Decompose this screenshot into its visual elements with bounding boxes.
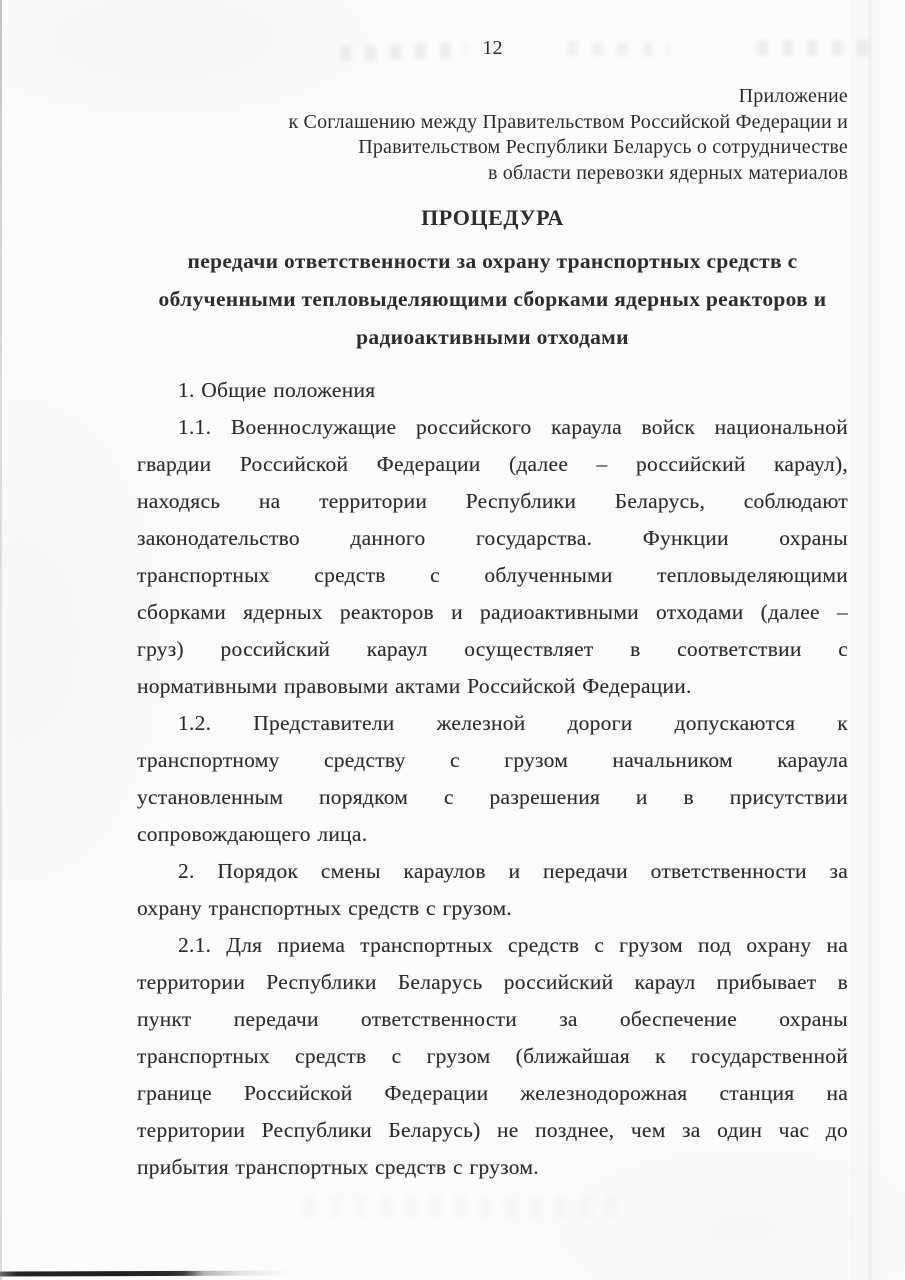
text-line: нормативными правовыми актами Российской Федерации. (137, 674, 692, 698)
text-line: транспортных средств с грузом (ближайшая к государственной (137, 1044, 848, 1068)
document-title: ПРОЦЕДУРА (421, 205, 564, 230)
text-line: установленным порядком с разрешения и в присутствии (137, 785, 848, 809)
annex-line: в области перевозки ядерных материалов (487, 161, 848, 184)
text-line: 1.1. Военнослужащие российского караула войск национальной (178, 415, 848, 439)
annex-reference-block (137, 84, 848, 186)
text-line: пункт передачи ответственности за обеспечение охраны (137, 1007, 848, 1031)
text-line: находясь на территории Республики Беларусь, соблюдают (137, 489, 848, 513)
annex-line: Приложение (738, 85, 848, 107)
page-number: 12 (482, 37, 503, 59)
bleedthrough-mark (562, 41, 670, 57)
text-line: груз) российский караул осуществляет в соответствии с (137, 637, 848, 661)
text-line: транспортному средству с грузом начальником караула (137, 748, 848, 772)
text-line: 2. Порядок смены караулов и передачи ответственности за (178, 859, 848, 883)
text-line: транспортных средств с облученными тепловыделяющими (137, 563, 848, 587)
bleedthrough-mark (300, 1196, 630, 1218)
text-line: охрану транспортных средств с грузом. (137, 896, 512, 920)
text-line: 1.2. Представители железной дороги допускаются к (178, 711, 848, 735)
clause-1-2 (137, 705, 848, 853)
section-2-heading (137, 853, 848, 927)
text-line: территории Республики Беларусь) не позднее, чем за один час до (137, 1118, 848, 1142)
subtitle-line: радиоактивными отходами (356, 325, 629, 349)
text-line: законодательство данного государства. Функции охраны (137, 526, 848, 550)
scan-left-edge-line (0, 0, 2, 1280)
scan-right-shade (850, 0, 880, 1280)
text-line: 1. Общие положения (178, 378, 376, 402)
text-line: территории Республики Беларусь российский караул прибывает в (137, 970, 848, 994)
annex-line: Правительством Республики Беларусь о сотрудничестве (358, 136, 848, 158)
clause-1-1 (137, 409, 848, 705)
scan-right-fold-line (868, 0, 872, 1280)
text-line: сборками ядерных реакторов и радиоактивными отходами (далее – (137, 600, 848, 624)
subtitle-line: облученными тепловыделяющими сборками ядерных реакторов и (158, 287, 827, 311)
annex-line: к Соглашению между Правительством Российской Федерации и (288, 110, 848, 133)
section-1-heading (137, 372, 848, 409)
text-line: 2.1. Для приема транспортных средств с грузом под охрану на (178, 933, 848, 957)
document-subtitle (137, 242, 848, 356)
text-line: гвардии Российской Федерации (далее – российский караул), (137, 452, 848, 476)
text-line: границе Российской Федерации железнодорожная станция на (137, 1081, 848, 1105)
text-line: прибытия транспортных средств с грузом. (137, 1155, 539, 1179)
subtitle-line: передачи ответственности за охрану транспортных средств с (187, 249, 798, 273)
scan-bottom-edge-mark (0, 1270, 292, 1276)
text-line: сопровождающего лица. (137, 822, 368, 846)
clause-2-1 (137, 927, 848, 1186)
document-body (137, 372, 848, 1186)
